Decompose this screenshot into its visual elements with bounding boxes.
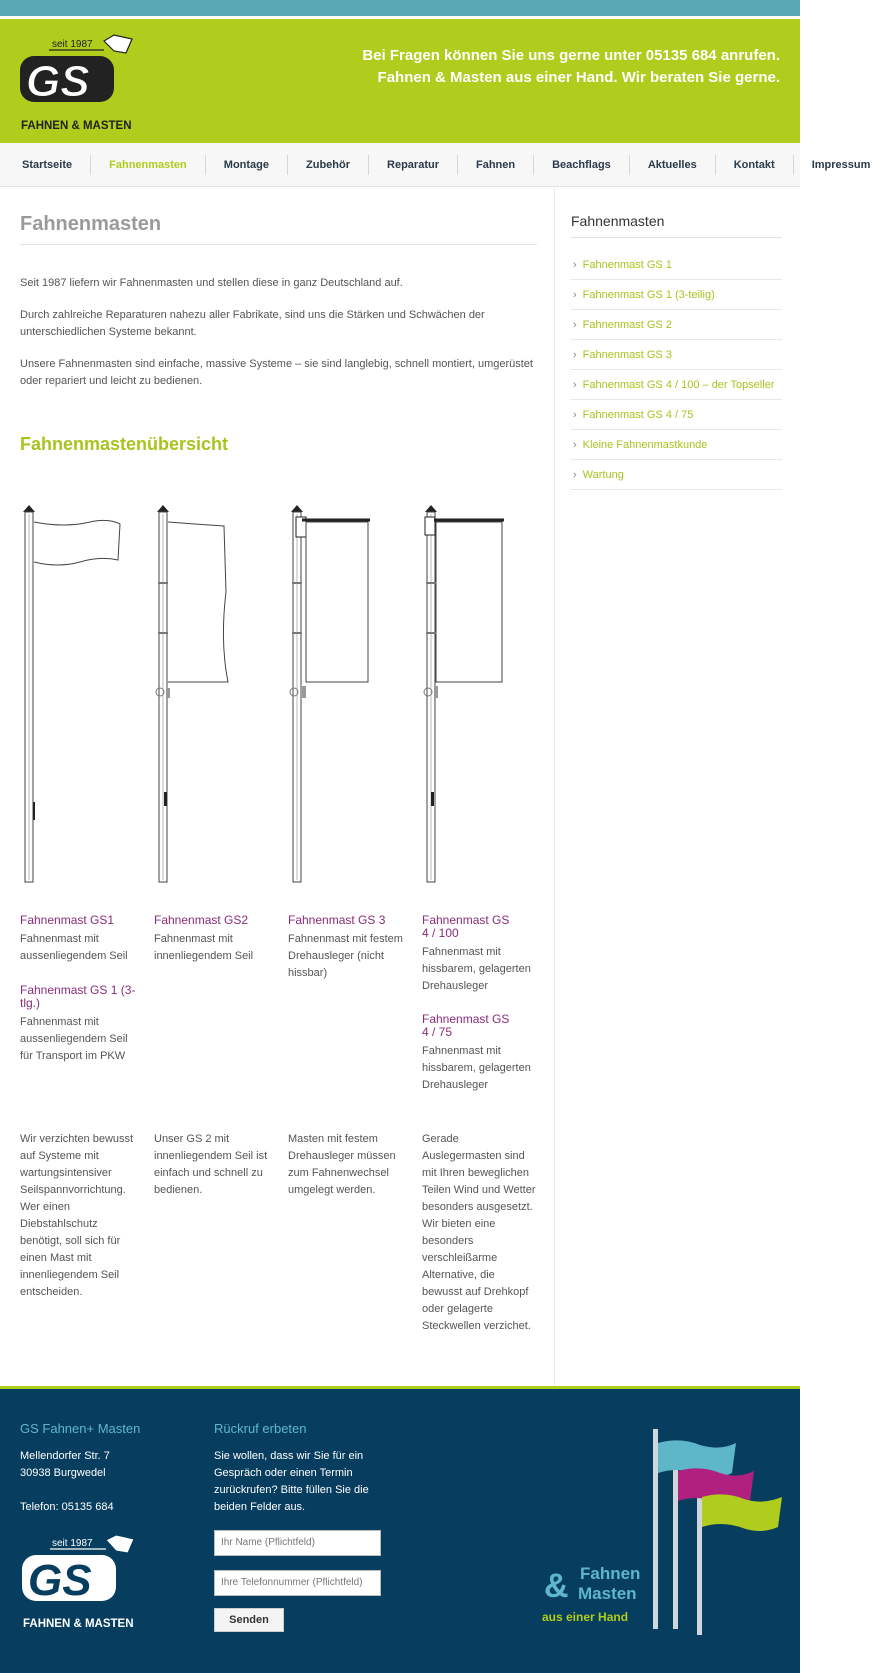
callback-form: [214, 1421, 394, 1632]
nav-item-startseite[interactable]: Startseite: [4, 155, 91, 175]
chevron-right-icon: ›: [573, 379, 577, 391]
brand-ampersand: &: [544, 1567, 569, 1605]
chevron-right-icon: ›: [573, 349, 577, 361]
nav-item-reparatur[interactable]: Reparatur: [369, 155, 458, 175]
gs-logo[interactable]: [18, 33, 144, 137]
nav-item-impressum[interactable]: Impressum: [811, 159, 871, 171]
intro-paragraph-1: Seit 1987 liefern wir Fahnenmasten und stellen diese in ganz Deutschland auf.: [20, 277, 403, 289]
nav-item-fahnen[interactable]: Fahnen: [458, 155, 534, 175]
footer-logo-letters: GS: [28, 1556, 92, 1605]
nav-item-fahnenmasten[interactable]: Fahnenmasten: [91, 155, 206, 175]
nav-item-beachflags[interactable]: Beachflags: [534, 155, 630, 175]
chevron-right-icon: ›: [573, 259, 577, 271]
product-title[interactable]: Fahnenmast GS 4 / 100: [422, 913, 510, 940]
site-header: [0, 19, 800, 143]
callback-text: Sie wollen, dass wir Sie für ein Gespräch oder einen Termin zurückrufen? Bitte füllen Sie die beiden Felder aus.: [214, 1450, 369, 1513]
flagpole-gs4-illustration: [422, 502, 522, 887]
phone-field[interactable]: Ihre Telefonnummer (Pflichtfeld): [214, 1570, 381, 1596]
note-text: Unser GS 2 mit innenliegendem Seil ist einfach und schnell zu bedienen.: [154, 1133, 268, 1196]
chevron-right-icon: ›: [573, 409, 577, 421]
chevron-right-icon: ›: [573, 439, 577, 451]
sidebar: [571, 187, 782, 490]
flagpole-gs1-illustration: [20, 502, 120, 887]
footer-address: [20, 1421, 190, 1516]
nav-item-montage[interactable]: Montage: [206, 155, 288, 175]
page-title: Fahnenmasten: [20, 213, 537, 245]
main-content: [20, 187, 537, 1332]
note-column-4: [422, 1127, 537, 1335]
product-description: Fahnenmast mit hissbarem, gelagerten Drehausleger: [422, 1045, 531, 1091]
sidebar-item-label: Fahnenmast GS 1: [582, 259, 672, 271]
nav-item-kontakt[interactable]: Kontakt: [716, 155, 794, 175]
product-title[interactable]: Fahnenmast GS1: [20, 913, 115, 927]
product-gs4-75: [422, 1012, 531, 1094]
product-title[interactable]: Fahnenmast GS 1 (3-tlg.): [20, 983, 136, 1010]
chevron-right-icon: ›: [573, 469, 577, 481]
overview-heading: Fahnenmastenübersicht: [20, 434, 229, 454]
intro-paragraph-2: Durch zahlreiche Reparaturen nahezu aller Fabrikate, sind uns die Stärken und Schwächen der unterschiedlichen Systeme bekannt.: [20, 309, 485, 338]
callback-heading: Rückruf erbeten: [214, 1421, 307, 1436]
footer-street: Mellendorfer Str. 7: [20, 1450, 110, 1462]
sidebar-menu: [571, 250, 782, 490]
name-field[interactable]: Ihr Name (Pflichtfeld): [214, 1530, 381, 1556]
sidebar-item-label: Fahnenmast GS 4 / 100 – der Topseller: [582, 379, 775, 391]
product-description: Fahnenmast mit aussenliegendem Seil für Transport im PKW: [20, 1016, 128, 1062]
header-contact-line1: Bei Fragen können Sie uns gerne unter 05135 684 anrufen.: [362, 47, 780, 64]
product-title[interactable]: Fahnenmast GS 4 / 75: [422, 1012, 510, 1039]
sidebar-item-fahnenmastkunde[interactable]: [571, 430, 782, 460]
logo-subtitle: FAHNEN & MASTEN: [21, 120, 132, 132]
nav-item-aktuelles[interactable]: Aktuelles: [630, 155, 716, 175]
flagpole-illustrations: [20, 502, 537, 887]
product-title[interactable]: Fahnenmast GS2: [154, 913, 249, 927]
product-gs4-100: [422, 913, 531, 995]
sidebar-item-gs3[interactable]: [571, 340, 782, 370]
sidebar-item-gs4-75[interactable]: [571, 400, 782, 430]
header-contact-text: [362, 45, 780, 89]
sidebar-title: Fahnenmasten: [571, 213, 782, 238]
send-button[interactable]: Senden: [214, 1608, 284, 1632]
sidebar-item-label: Kleine Fahnenmastkunde: [582, 439, 708, 451]
brand-word-masten: Masten: [578, 1584, 637, 1603]
brand-word-fahnen: Fahnen: [580, 1564, 641, 1583]
intro-paragraph-3: Unsere Fahnenmasten sind einfache, massive Systeme – sie sind langlebig, schnell montiert, umgerüstet oder repariert und leicht zu bedienen.: [20, 358, 533, 387]
note-text: Masten mit festem Drehausleger müssen zum Fahnenwechsel umgelegt werden.: [288, 1133, 396, 1196]
note-text: Wir verzichten bewusst auf Systeme mit wartungsintensiver Seilspannvorrichtung. Wer einen Diebstahlschutz benötigt, soll sich für einen Mast mit innenliegendem Seil entscheiden.: [20, 1133, 134, 1298]
sidebar-item-wartung[interactable]: [571, 460, 782, 490]
note-column-1: [20, 1127, 135, 1301]
product-gs1: [20, 914, 140, 965]
nav-item-zubehoer[interactable]: Zubehör: [288, 155, 369, 175]
product-gs2: [154, 914, 274, 965]
footer-gs-logo: [20, 1534, 146, 1634]
note-text: Gerade Auslegermasten sind mit Ihren beweglichen Teilen Wind und Wetter besonders ausgesetzt. Wir bieten eine besonders verschleißarme Alternative, die bewusst auf Drehkopf oder gelagerte Steckwellen verzichet.: [422, 1133, 536, 1332]
sidebar-divider: [554, 187, 555, 1387]
flagpole-gs3-illustration: [288, 502, 388, 887]
product-gs1-3tlg: [20, 984, 140, 1065]
flagpole-gs2-illustration: [154, 502, 254, 887]
main-navigation: [0, 143, 871, 187]
brand-tagline: aus einer Hand: [542, 1610, 629, 1624]
product-gs3: [288, 914, 408, 982]
chevron-right-icon: ›: [573, 319, 577, 331]
site-footer: [0, 1386, 800, 1673]
sidebar-item-gs1-3teilig[interactable]: [571, 280, 782, 310]
sidebar-item-gs2[interactable]: [571, 310, 782, 340]
logo-letters: GS: [26, 57, 90, 106]
header-contact-line2: Fahnen & Masten aus einer Hand. Wir beraten Sie gerne.: [377, 69, 780, 86]
chevron-right-icon: ›: [573, 289, 577, 301]
note-column-2: [154, 1127, 269, 1199]
product-description: Fahnenmast mit hissbarem, gelagerten Drehausleger: [422, 946, 531, 992]
sidebar-item-label: Fahnenmast GS 2: [582, 319, 672, 331]
sidebar-item-gs4-100[interactable]: [571, 370, 782, 400]
product-description: Fahnenmast mit aussenliegendem Seil: [20, 933, 128, 962]
sidebar-item-label: Fahnenmast GS 1 (3-teilig): [582, 289, 715, 301]
product-description: Fahnenmast mit festem Drehausleger (nicht hissbar): [288, 933, 403, 979]
product-title[interactable]: Fahnenmast GS 3: [288, 913, 386, 927]
footer-city: 30938 Burgwedel: [20, 1467, 106, 1479]
footer-company-heading: GS Fahnen+ Masten: [20, 1421, 141, 1436]
footer-flags-graphic: [540, 1429, 790, 1669]
sidebar-item-gs1[interactable]: [571, 250, 782, 280]
footer-logo-since: seit 1987: [52, 1538, 93, 1549]
sidebar-item-label: Fahnenmast GS 3: [582, 349, 672, 361]
note-column-3: [288, 1127, 403, 1199]
sidebar-item-label: Fahnenmast GS 4 / 75: [582, 409, 694, 421]
sidebar-item-label: Wartung: [582, 469, 624, 481]
product-description: Fahnenmast mit innenliegendem Seil: [154, 933, 254, 962]
footer-logo-subtitle: FAHNEN & MASTEN: [23, 1618, 134, 1630]
footer-phone: Telefon: 05135 684: [20, 1501, 114, 1513]
logo-since-text: seit 1987: [52, 39, 93, 50]
